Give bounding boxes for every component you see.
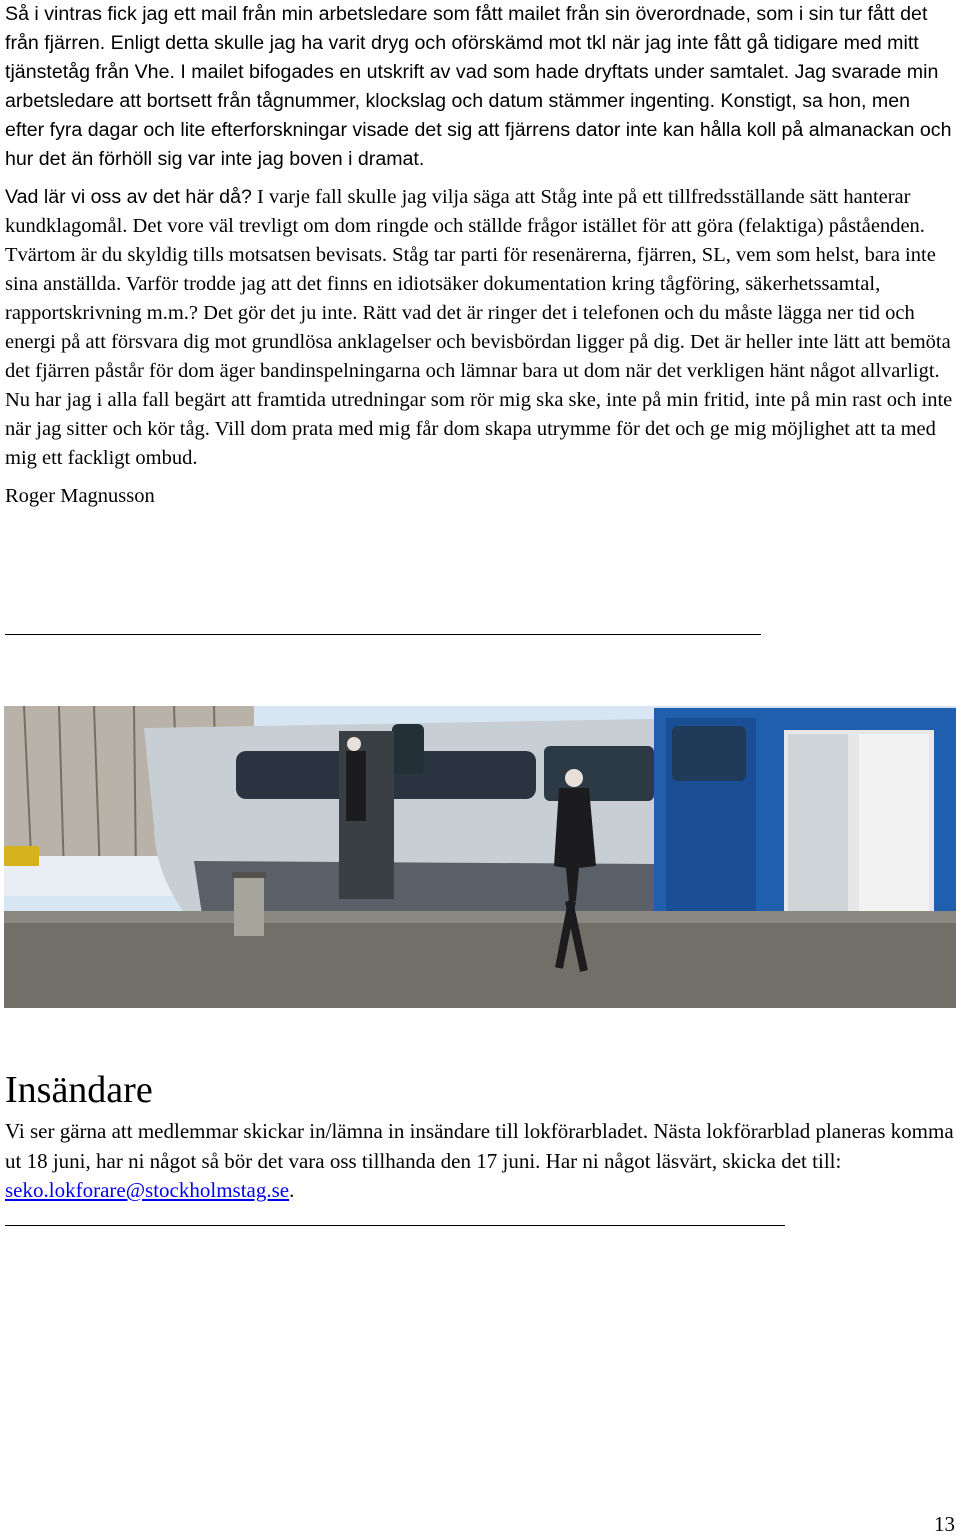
photo-illustration [4, 706, 956, 1008]
paragraph-2-lead: Vad lär vi oss av det här då? [5, 186, 252, 208]
email-link[interactable]: seko.lokforare@stockholmstag.se [5, 1178, 290, 1202]
insandare-body: Vi ser gärna att medlemmar skickar in/lämna in insändare till lokförarbladet. Nästa lokförarblad planeras komma ut 18 juni, har ni något så bör det vara oss tillhanda den 17 juni. Har ni något läsvärt, skicka det till: [5, 1119, 954, 1173]
divider-line [5, 634, 761, 635]
paragraph-2-body: I varje fall skulle jag vilja säga att Ståg inte på ett tillfredsställande sätt hanterar kundklagomål. Det vore väl trevligt om dom ringde och ställde frågor istället för att göra (felaktiga) påståenden. Tvärtom är du skyldig tills motsatsen bevisats. Ståg tar parti för resenärerna, fjärren, SL, vem som helst, bara inte sina anställda. Varför trodde jag att det finns en idiotsäker dokumentation kring tågföring, säkerhetssamtal, rapportskrivning m.m.? Det gör det ju inte. Rätt vad det är ringer det i telefonen och du måste lägga ner tid och energi på att försvara dig mot grundlösa anklagelser och bevisbördan ligger på dig. Det är heller inte lätt att bemöta det fjärren påstår för dom äger bandinspelningarna och lämnar bara ut dom när det verkligen hänt något allvarligt. Nu har jag i alla fall begärt att framtida utredningar som rör mig ska ske, inte på min fritid, inte på min rast och inte när jag sitter och kör tåg. Vill dom prata med mig får dom skapa utrymme för det och ge mig möjlighet att ta med mig ett fackligt ombud. [5, 186, 953, 469]
article [5, 0, 953, 511]
insandare-heading: Insändare [5, 1069, 153, 1111]
insandare-text [5, 1117, 955, 1206]
signature: Roger Magnusson [5, 485, 155, 507]
insandare-end: . [289, 1178, 295, 1202]
train-platform-photo [4, 706, 956, 1008]
article-paragraph-1: Så i vintras fick jag ett mail från min arbetsledare som fått mailet från sin överordnade, som i sin tur fått det från fjärren. Enligt detta skulle jag ha varit dryg och oförskämd mot tkl när jag inte fått gå tidigare med mitt tjänstetåg från Vhe. I mailet bifogades en utskrift av vad som hade dryftats under samtalet. Jag svarade min arbetsledare att bortsett från tågnummer, klockslag och datum stämmer ingenting. Konstigt, sa hon, men efter fyra dagar och lite efterforskningar visade det sig att fjärrens dator inte kan hålla koll på almanackan och hur det än förhöll sig var inte jag boven i dramat. [5, 3, 952, 170]
page-number: 13 [934, 1512, 955, 1536]
divider-line-bottom [5, 1225, 785, 1226]
article-paragraph-2 [5, 183, 953, 473]
